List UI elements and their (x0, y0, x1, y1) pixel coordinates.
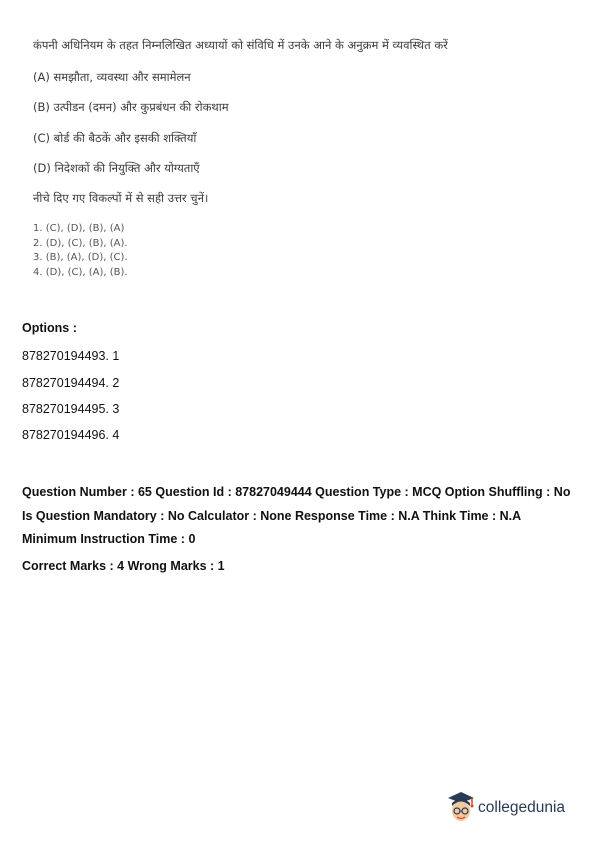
question-meta-line-3: Minimum Instruction Time : 0 (22, 532, 196, 546)
answer-choices (33, 222, 128, 280)
question-meta-line-4: Correct Marks : 4 Wrong Marks : 1 (22, 559, 225, 573)
collegedunia-logo (445, 789, 585, 829)
logo-text: collegedunia (478, 799, 566, 816)
question-item-d: (D) निदेशकों की नियुक्ति और योग्यताएँ (33, 161, 200, 175)
question-text: कंपनी अधिनियम के तहत निम्नलिखित अध्यायों को संविधि में उनके आने के अनुक्रम में व्यवस्थित करें (33, 38, 448, 52)
answer-choice-4: 4. (D), (C), (A), (B). (33, 266, 128, 278)
question-meta-line-2: Is Question Mandatory : No Calculator : None Response Time : N.A Think Time : N.A (22, 509, 522, 523)
answer-choice-3: 3. (B), (A), (D), (C). (33, 252, 128, 263)
options-heading: Options : (22, 321, 77, 335)
option-id-4: 878270194496. 4 (22, 428, 120, 442)
option-id-2: 878270194494. 2 (22, 376, 120, 390)
question-item-c: (C) बोर्ड की बैठकें और इसकी शक्तियाँ (33, 131, 197, 145)
option-id-3: 878270194495. 3 (22, 402, 120, 416)
answer-choice-1: 1. (C), (D), (B), (A) (33, 223, 125, 234)
answer-choice-2: 2. (D), (C), (B), (A). (33, 237, 128, 249)
student-mascot-icon (445, 789, 477, 829)
question-instruction: नीचे दिए गए विकल्पों में से सही उत्तर चुनें। (33, 191, 209, 205)
question-item-a: (A) समझौता, व्यवस्था और समामेलन (33, 70, 191, 84)
question-meta-line-1: Question Number : 65 Question Id : 87827049444 Question Type : MCQ Option Shuffling : No (22, 485, 571, 499)
option-id-1: 878270194493. 1 (22, 349, 120, 363)
question-item-b: (B) उत्पीडन (दमन) और कुप्रबंधन की रोकथाम (33, 100, 229, 114)
